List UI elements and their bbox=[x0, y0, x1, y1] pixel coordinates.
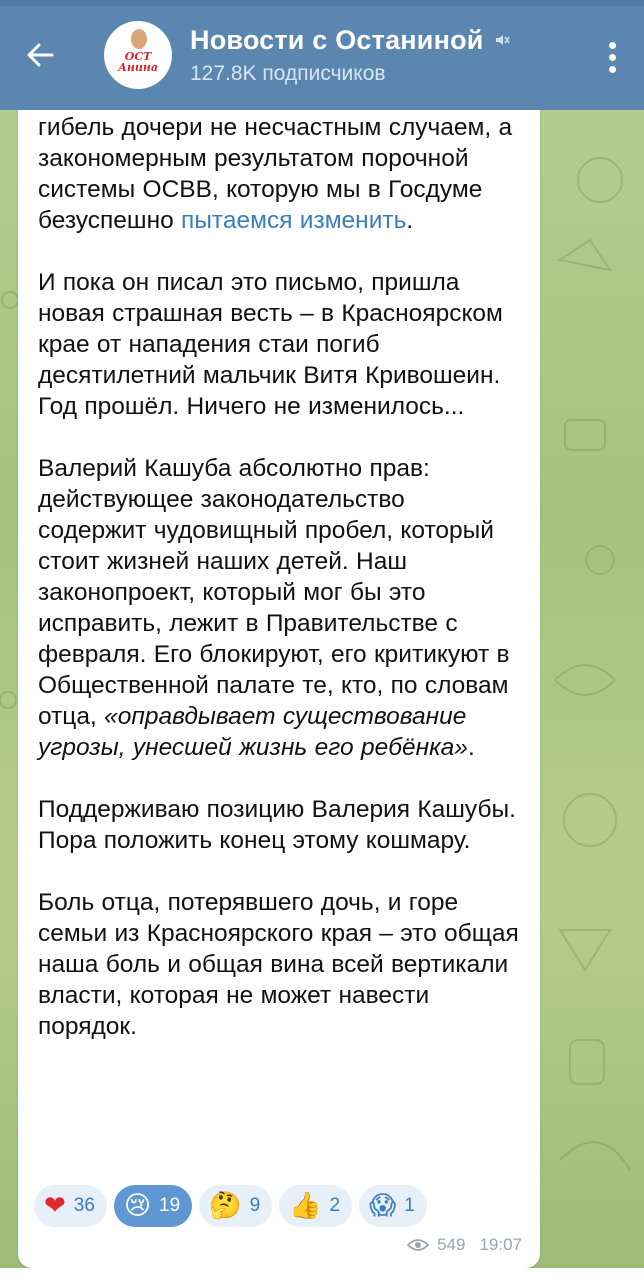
message-paragraph bbox=[38, 112, 520, 236]
reaction-count: 19 bbox=[159, 1195, 181, 1216]
back-button[interactable] bbox=[0, 0, 80, 110]
avatar-logo-line2: Анина bbox=[117, 61, 159, 74]
heart-icon: ❤ bbox=[44, 1191, 66, 1221]
crying-face-icon: 😢 bbox=[123, 1191, 152, 1221]
paragraph-end: . bbox=[406, 207, 414, 234]
message-paragraph: Поддерживаю позицию Валерия Кашубы. Пора положить конец этому кошмару. bbox=[38, 796, 516, 854]
avatar-logo bbox=[118, 51, 158, 73]
channel-title: Новости с Останиной bbox=[190, 24, 484, 55]
screaming-face-icon: 😱 bbox=[369, 1191, 397, 1221]
channel-avatar[interactable] bbox=[104, 21, 172, 89]
muted-icon bbox=[494, 32, 510, 48]
reaction-crying[interactable] bbox=[114, 1185, 192, 1227]
message-meta bbox=[407, 1235, 522, 1255]
reaction-thumbs-up[interactable] bbox=[279, 1185, 352, 1227]
reaction-count: 2 bbox=[329, 1195, 341, 1216]
paragraph-end: . bbox=[467, 734, 475, 761]
message-time: 19:07 bbox=[479, 1235, 522, 1254]
reaction-thinking[interactable] bbox=[199, 1185, 272, 1227]
reaction-screaming[interactable] bbox=[359, 1185, 427, 1227]
message-bubble[interactable] bbox=[18, 82, 540, 1268]
subscriber-count: 127.8K подписчиков bbox=[190, 61, 386, 85]
thinking-face-icon: 🤔 bbox=[209, 1191, 242, 1221]
next-message-edge bbox=[0, 1268, 644, 1280]
dot-icon bbox=[609, 66, 616, 73]
paragraph-text: Валерий Кашуба абсолютно прав: действующее законодательство содержит чудовищный пробел, который стоит жизней наших детей. Наш законопроект, который мог бы это исправить, лежит в Правительстве с февраля. Его блокируют, его критикуют в Общественной палате те, кто, по словам отца, bbox=[38, 455, 510, 730]
thumbs-up-icon: 👍 bbox=[289, 1191, 322, 1221]
reaction-count: 36 bbox=[73, 1195, 95, 1216]
reaction-count: 1 bbox=[404, 1195, 415, 1216]
status-bar bbox=[0, 0, 644, 6]
chat-header bbox=[0, 0, 644, 110]
inline-link[interactable]: пытаемся изменить bbox=[181, 207, 407, 234]
dot-icon bbox=[609, 54, 616, 61]
message-paragraph: Боль отца, потерявшего дочь, и горе семьи из Красноярского края – это общая наша боль и общая вина всей вертикали власти, которая не может навести порядок. bbox=[38, 889, 519, 1040]
more-options-button[interactable] bbox=[606, 42, 618, 76]
reaction-count: 9 bbox=[249, 1195, 261, 1216]
view-count: 549 bbox=[437, 1235, 466, 1254]
reactions-bar bbox=[34, 1185, 427, 1227]
message-paragraph: И пока он писал это письмо, пришла новая страшная весть – в Красноярском крае от нападения стаи погиб десятилетний мальчик Витя Кривошеин. Год прошёл. Ничего не изменилось... bbox=[38, 269, 503, 420]
avatar-photo bbox=[131, 29, 147, 49]
message-paragraph bbox=[38, 453, 520, 763]
reaction-heart[interactable] bbox=[34, 1185, 107, 1227]
paragraph-text: гибель дочери не несчастным случаем, а закономерным результатом порочной системы ОСВВ, которую мы в Госдуме безуспешно bbox=[38, 114, 513, 234]
arrow-left-icon bbox=[26, 43, 54, 67]
avatar-logo-line1: ОСТ bbox=[124, 50, 152, 63]
italic-quote: «оправдывает существование угрозы, унесшей жизнь его ребёнка» bbox=[38, 703, 468, 761]
eye-icon bbox=[407, 1238, 429, 1252]
channel-info[interactable] bbox=[190, 25, 510, 86]
dot-icon bbox=[609, 42, 616, 49]
